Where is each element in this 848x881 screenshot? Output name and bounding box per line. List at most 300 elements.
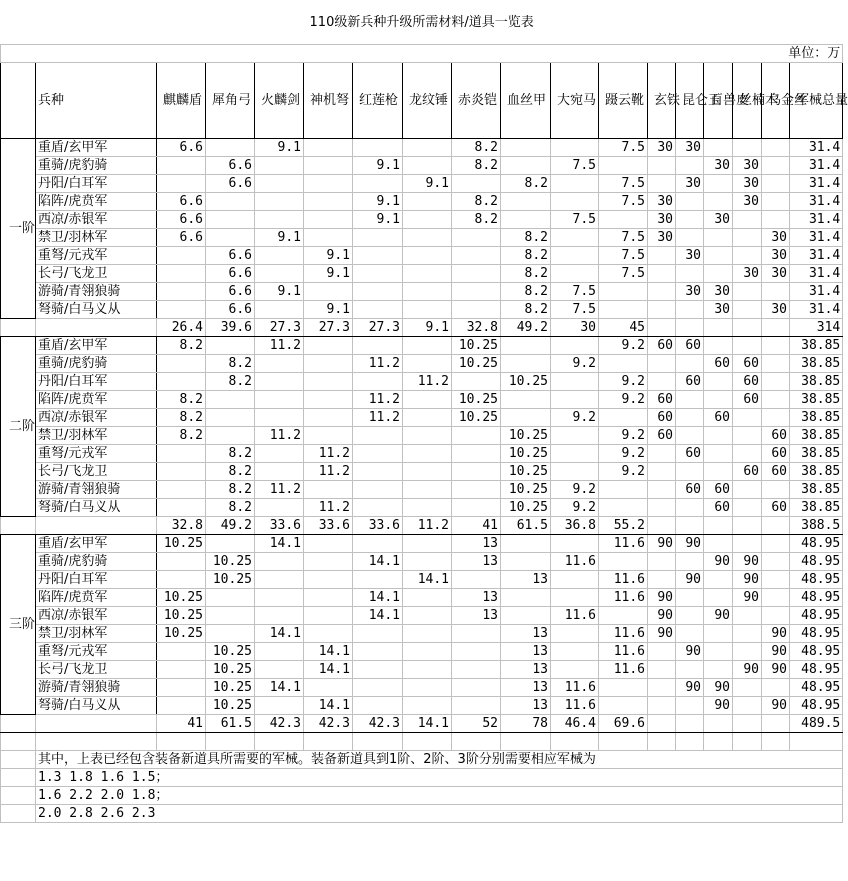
- value-cell: [255, 463, 304, 481]
- unit-name: 重骑/虎豹骑: [36, 553, 157, 571]
- value-cell: 9.2: [551, 481, 599, 499]
- value-cell: [452, 571, 501, 589]
- table-row: [1, 301, 843, 319]
- unit-name: 重盾/玄甲军: [36, 337, 157, 355]
- value-cell: 48.95: [790, 553, 843, 571]
- value-cell: 10.25: [157, 607, 206, 625]
- value-cell: [648, 265, 676, 283]
- total-cell: 55.2: [599, 517, 648, 535]
- value-cell: 11.6: [551, 607, 599, 625]
- value-cell: 8.2: [501, 265, 551, 283]
- total-cell: 46.4: [551, 715, 599, 733]
- value-cell: [762, 283, 790, 301]
- value-cell: [676, 697, 704, 715]
- table-row: [1, 337, 843, 355]
- value-cell: [304, 589, 353, 607]
- table-row: [1, 625, 843, 643]
- value-cell: 60: [704, 355, 733, 373]
- value-cell: [403, 247, 452, 265]
- total-cell: 32.8: [157, 517, 206, 535]
- value-cell: [255, 409, 304, 427]
- value-cell: [403, 553, 452, 571]
- value-cell: 48.95: [790, 679, 843, 697]
- value-cell: 90: [648, 535, 676, 553]
- value-cell: [353, 661, 403, 679]
- value-cell: [676, 193, 704, 211]
- value-cell: 48.95: [790, 697, 843, 715]
- value-cell: 30: [733, 193, 762, 211]
- value-cell: 8.2: [501, 301, 551, 319]
- value-cell: 30: [648, 193, 676, 211]
- total-cell: [676, 517, 704, 535]
- unit-name: 长弓/飞龙卫: [36, 265, 157, 283]
- value-cell: [255, 301, 304, 319]
- value-cell: 13: [452, 553, 501, 571]
- value-cell: 11.2: [255, 337, 304, 355]
- total-cell: 314: [790, 319, 843, 337]
- value-cell: [704, 445, 733, 463]
- value-cell: [452, 481, 501, 499]
- value-cell: [501, 553, 551, 571]
- unit-name: 弩骑/白马义从: [36, 301, 157, 319]
- value-cell: [255, 499, 304, 517]
- value-cell: 11.2: [403, 373, 452, 391]
- note-text: 2.0 2.8 2.6 2.3: [36, 805, 843, 823]
- value-cell: [255, 211, 304, 229]
- total-cell: [762, 517, 790, 535]
- value-cell: 6.6: [157, 211, 206, 229]
- value-cell: [733, 643, 762, 661]
- value-cell: 30: [648, 139, 676, 157]
- value-cell: 30: [733, 265, 762, 283]
- column-header: 玄铁: [648, 63, 676, 139]
- value-cell: [452, 373, 501, 391]
- table-body: [1, 1, 848, 823]
- page-title: 110级新兵种升级所需材料/道具一览表: [1, 1, 843, 45]
- value-cell: 30: [762, 229, 790, 247]
- value-cell: [452, 265, 501, 283]
- value-cell: [255, 553, 304, 571]
- value-cell: [733, 211, 762, 229]
- value-cell: 8.2: [452, 157, 501, 175]
- value-cell: [452, 247, 501, 265]
- value-cell: 90: [704, 607, 733, 625]
- value-cell: [206, 409, 255, 427]
- value-cell: [255, 373, 304, 391]
- value-cell: 9.1: [304, 265, 353, 283]
- value-cell: [676, 427, 704, 445]
- value-cell: 38.85: [790, 355, 843, 373]
- value-cell: 13: [501, 679, 551, 697]
- value-cell: 13: [501, 661, 551, 679]
- table-row: [1, 229, 843, 247]
- value-cell: 9.2: [599, 445, 648, 463]
- unit-name: 重弩/元戎军: [36, 247, 157, 265]
- value-cell: [676, 589, 704, 607]
- value-cell: 30: [733, 157, 762, 175]
- value-cell: 10.25: [452, 391, 501, 409]
- value-cell: [255, 571, 304, 589]
- table-row: [1, 265, 843, 283]
- value-cell: 13: [501, 697, 551, 715]
- value-cell: [551, 427, 599, 445]
- value-cell: [304, 679, 353, 697]
- value-cell: 11.6: [599, 571, 648, 589]
- value-cell: [353, 697, 403, 715]
- value-cell: 90: [648, 589, 676, 607]
- value-cell: [704, 463, 733, 481]
- value-cell: [304, 391, 353, 409]
- value-cell: 6.6: [206, 157, 255, 175]
- blank-cell: [1, 769, 36, 787]
- value-cell: 9.2: [551, 499, 599, 517]
- value-cell: [501, 607, 551, 625]
- column-header: 犀角弓: [206, 63, 255, 139]
- value-cell: 30: [676, 283, 704, 301]
- value-cell: [403, 193, 452, 211]
- column-header: 赤炎铠: [452, 63, 501, 139]
- total-cell: [733, 319, 762, 337]
- value-cell: [762, 409, 790, 427]
- value-cell: 11.2: [304, 445, 353, 463]
- table-row: [1, 607, 843, 625]
- value-cell: [403, 157, 452, 175]
- value-cell: [733, 607, 762, 625]
- value-cell: 10.25: [206, 643, 255, 661]
- note-row: [1, 787, 843, 805]
- value-cell: [255, 175, 304, 193]
- value-cell: [255, 643, 304, 661]
- value-cell: [648, 463, 676, 481]
- value-cell: [676, 355, 704, 373]
- value-cell: [599, 697, 648, 715]
- value-cell: [304, 409, 353, 427]
- value-cell: [704, 373, 733, 391]
- value-cell: [551, 445, 599, 463]
- value-cell: [676, 607, 704, 625]
- unit-name: 重盾/玄甲军: [36, 535, 157, 553]
- value-cell: [648, 679, 676, 697]
- total-cell: [676, 715, 704, 733]
- value-cell: [501, 211, 551, 229]
- value-cell: [403, 481, 452, 499]
- value-cell: [206, 391, 255, 409]
- unit-name: 陷阵/虎贲军: [36, 589, 157, 607]
- blank-cell: [36, 517, 157, 535]
- unit-name: 西凉/赤银军: [36, 409, 157, 427]
- value-cell: 30: [704, 211, 733, 229]
- table-row: [1, 427, 843, 445]
- value-cell: [353, 643, 403, 661]
- value-cell: [648, 571, 676, 589]
- value-cell: 10.25: [501, 481, 551, 499]
- value-cell: [551, 337, 599, 355]
- table-row: [1, 679, 843, 697]
- value-cell: [704, 571, 733, 589]
- value-cell: 10.25: [157, 625, 206, 643]
- value-cell: [704, 625, 733, 643]
- value-cell: 11.2: [304, 499, 353, 517]
- blank-cell: [648, 733, 676, 751]
- value-cell: 9.2: [599, 373, 648, 391]
- value-cell: 11.2: [304, 463, 353, 481]
- value-cell: 9.1: [353, 157, 403, 175]
- table-row: [1, 463, 843, 481]
- value-cell: 30: [676, 247, 704, 265]
- value-cell: 10.25: [501, 445, 551, 463]
- value-cell: [676, 553, 704, 571]
- table-row: [1, 283, 843, 301]
- value-cell: [304, 211, 353, 229]
- value-cell: [304, 175, 353, 193]
- value-cell: 31.4: [790, 229, 843, 247]
- table-row: [1, 409, 843, 427]
- value-cell: [648, 247, 676, 265]
- value-cell: [353, 679, 403, 697]
- column-header: 神机弩: [304, 63, 353, 139]
- value-cell: 60: [704, 481, 733, 499]
- note-text: 1.3 1.8 1.6 1.5；: [36, 769, 843, 787]
- value-cell: [733, 301, 762, 319]
- value-cell: 60: [648, 409, 676, 427]
- value-cell: [403, 445, 452, 463]
- value-cell: 48.95: [790, 607, 843, 625]
- table-row: [1, 481, 843, 499]
- value-cell: [403, 499, 452, 517]
- value-cell: 30: [762, 301, 790, 319]
- value-cell: 11.2: [353, 355, 403, 373]
- value-cell: 10.25: [206, 553, 255, 571]
- value-cell: 9.1: [403, 175, 452, 193]
- value-cell: [501, 157, 551, 175]
- value-cell: 30: [762, 265, 790, 283]
- value-cell: [255, 697, 304, 715]
- value-cell: 90: [733, 553, 762, 571]
- blank-cell: [36, 733, 157, 751]
- total-cell: 33.6: [255, 517, 304, 535]
- totals-row: [1, 715, 843, 733]
- value-cell: 38.85: [790, 499, 843, 517]
- value-cell: 13: [501, 625, 551, 643]
- column-header: 红莲枪: [353, 63, 403, 139]
- value-cell: 14.1: [304, 697, 353, 715]
- blank-cell: [452, 733, 501, 751]
- table-row: [1, 139, 843, 157]
- value-cell: [157, 697, 206, 715]
- value-cell: 48.95: [790, 643, 843, 661]
- value-cell: [353, 625, 403, 643]
- value-cell: 6.6: [206, 301, 255, 319]
- value-cell: [762, 175, 790, 193]
- value-cell: [551, 571, 599, 589]
- table-row: [1, 391, 843, 409]
- value-cell: [551, 175, 599, 193]
- value-cell: [762, 607, 790, 625]
- value-cell: 14.1: [353, 553, 403, 571]
- value-cell: [452, 427, 501, 445]
- value-cell: 10.25: [501, 427, 551, 445]
- unit-name: 长弓/飞龙卫: [36, 463, 157, 481]
- value-cell: [733, 337, 762, 355]
- value-cell: 8.2: [206, 481, 255, 499]
- value-cell: 48.95: [790, 535, 843, 553]
- value-cell: [403, 229, 452, 247]
- total-cell: 36.8: [551, 517, 599, 535]
- value-cell: [206, 229, 255, 247]
- value-cell: [304, 607, 353, 625]
- table-row: [1, 211, 843, 229]
- value-cell: [762, 355, 790, 373]
- value-cell: 31.4: [790, 247, 843, 265]
- value-cell: 90: [704, 553, 733, 571]
- header-unit-type: 兵种: [36, 63, 157, 139]
- unit-name: 重弩/元戎军: [36, 643, 157, 661]
- value-cell: [304, 355, 353, 373]
- value-cell: [255, 157, 304, 175]
- value-cell: 38.85: [790, 337, 843, 355]
- value-cell: 7.5: [551, 211, 599, 229]
- value-cell: [704, 643, 733, 661]
- value-cell: [206, 607, 255, 625]
- column-header: 麒麟盾: [157, 63, 206, 139]
- value-cell: [704, 535, 733, 553]
- value-cell: [157, 283, 206, 301]
- value-cell: [762, 193, 790, 211]
- value-cell: 10.25: [452, 355, 501, 373]
- value-cell: 90: [676, 571, 704, 589]
- value-cell: 90: [676, 535, 704, 553]
- value-cell: [255, 445, 304, 463]
- spacer-row: [1, 733, 843, 751]
- value-cell: [304, 625, 353, 643]
- value-cell: 14.1: [403, 571, 452, 589]
- unit-name: 游骑/青翎狼骑: [36, 481, 157, 499]
- column-header: 龙纹锤: [403, 63, 452, 139]
- value-cell: 30: [704, 301, 733, 319]
- value-cell: [157, 571, 206, 589]
- value-cell: 90: [676, 679, 704, 697]
- total-cell: 27.3: [255, 319, 304, 337]
- value-cell: [403, 607, 452, 625]
- total-cell: [648, 517, 676, 535]
- value-cell: 8.2: [157, 337, 206, 355]
- value-cell: [304, 337, 353, 355]
- column-header: 火麟剑: [255, 63, 304, 139]
- value-cell: [733, 697, 762, 715]
- value-cell: [733, 427, 762, 445]
- value-cell: [648, 499, 676, 517]
- value-cell: [403, 625, 452, 643]
- table-row: [1, 373, 843, 391]
- unit-label: 单位：万: [1, 45, 843, 63]
- value-cell: 90: [704, 697, 733, 715]
- value-cell: [704, 139, 733, 157]
- value-cell: [353, 535, 403, 553]
- total-cell: 78: [501, 715, 551, 733]
- value-cell: [353, 301, 403, 319]
- value-cell: 48.95: [790, 625, 843, 643]
- value-cell: [157, 463, 206, 481]
- value-cell: [599, 409, 648, 427]
- value-cell: [403, 355, 452, 373]
- value-cell: [353, 571, 403, 589]
- value-cell: 9.1: [304, 301, 353, 319]
- value-cell: 8.2: [501, 175, 551, 193]
- blank-cell: [1, 319, 36, 337]
- value-cell: 10.25: [206, 679, 255, 697]
- value-cell: [452, 661, 501, 679]
- value-cell: 9.1: [255, 139, 304, 157]
- note-row: [1, 751, 843, 769]
- value-cell: [762, 679, 790, 697]
- total-cell: 49.2: [206, 517, 255, 535]
- unit-name: 重骑/虎豹骑: [36, 157, 157, 175]
- value-cell: [403, 211, 452, 229]
- value-cell: 9.1: [255, 229, 304, 247]
- value-cell: [676, 265, 704, 283]
- table-row: [1, 247, 843, 265]
- value-cell: [733, 139, 762, 157]
- value-cell: [599, 283, 648, 301]
- unit-name: 游骑/青翎狼骑: [36, 679, 157, 697]
- value-cell: 11.2: [255, 427, 304, 445]
- total-cell: 39.6: [206, 319, 255, 337]
- total-cell: [762, 319, 790, 337]
- value-cell: 8.2: [501, 283, 551, 301]
- note-text: 1.6 2.2 2.0 1.8；: [36, 787, 843, 805]
- value-cell: [599, 553, 648, 571]
- total-cell: 33.6: [353, 517, 403, 535]
- value-cell: [157, 481, 206, 499]
- value-cell: [403, 283, 452, 301]
- blank-cell: [1, 715, 36, 733]
- value-cell: [676, 661, 704, 679]
- column-header: 乌金丝: [762, 63, 790, 139]
- table-row: [1, 571, 843, 589]
- value-cell: [255, 265, 304, 283]
- value-cell: [403, 697, 452, 715]
- value-cell: 9.2: [599, 337, 648, 355]
- total-cell: 61.5: [206, 715, 255, 733]
- value-cell: 31.4: [790, 301, 843, 319]
- value-cell: [353, 499, 403, 517]
- value-cell: 14.1: [255, 625, 304, 643]
- blank-cell: [676, 733, 704, 751]
- table-row: [1, 175, 843, 193]
- value-cell: 13: [452, 607, 501, 625]
- value-cell: [762, 481, 790, 499]
- value-cell: 11.6: [551, 679, 599, 697]
- value-cell: 60: [648, 427, 676, 445]
- value-cell: 60: [648, 337, 676, 355]
- value-cell: [704, 265, 733, 283]
- value-cell: [551, 265, 599, 283]
- value-cell: 60: [676, 445, 704, 463]
- blank-cell: [157, 733, 206, 751]
- value-cell: [648, 445, 676, 463]
- value-cell: [403, 679, 452, 697]
- value-cell: 38.85: [790, 481, 843, 499]
- value-cell: [733, 535, 762, 553]
- value-cell: [676, 499, 704, 517]
- value-cell: 11.6: [551, 697, 599, 715]
- value-cell: [353, 373, 403, 391]
- value-cell: [206, 193, 255, 211]
- table-row: [1, 661, 843, 679]
- value-cell: [452, 445, 501, 463]
- value-cell: [704, 193, 733, 211]
- value-cell: [551, 535, 599, 553]
